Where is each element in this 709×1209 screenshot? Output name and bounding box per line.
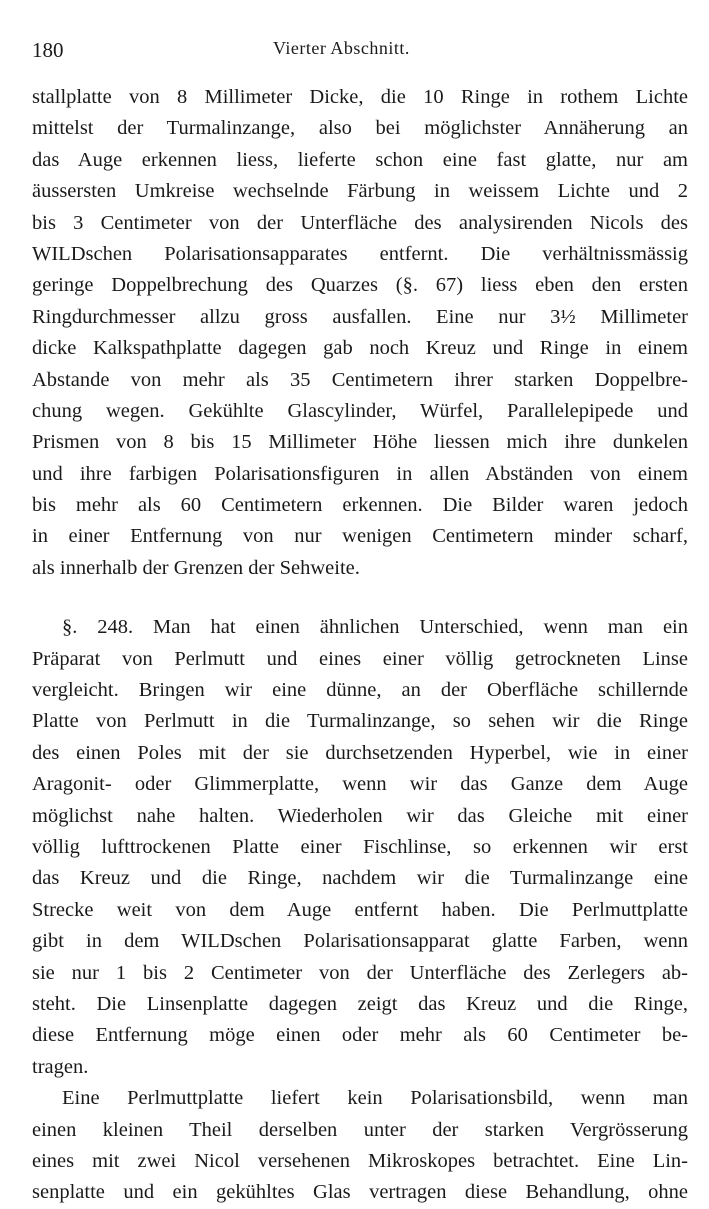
text-line: Platte von Perlmutt in die Turmalinzange, so sehen wir die Ringe	[32, 710, 688, 733]
text-line: bis 3 Centimeter von der Unterfläche des analysirenden Nicols des	[32, 211, 688, 234]
paragraph-gap	[32, 584, 688, 612]
text-line: dicke Kalkspathplatte dagegen gab noch Kreuz und Ringe in einem	[32, 337, 688, 360]
page-header	[32, 38, 692, 66]
text-line: möglichst nahe halten. Wiederholen wir das Gleiche mit einer	[32, 804, 688, 827]
text-line: einen kleinen Theil derselben unter der starken Vergrösserung	[32, 1118, 688, 1141]
text-line: mittelst der Turmalinzange, also bei möglichster Annäherung an	[32, 117, 688, 140]
text-line: tragen.	[32, 1055, 89, 1078]
text-line: Aragonit- oder Glimmerplatte, wenn wir das Ganze dem Auge	[32, 773, 688, 796]
text-line: und ihre farbigen Polarisationsfiguren in allen Abständen von einem	[32, 462, 688, 485]
text-line: bis mehr als 60 Centimetern erkennen. Die Bilder waren jedoch	[32, 494, 688, 517]
text-line: völlig lufttrockenen Platte einer Fischlinse, so erkennen wir erst	[32, 835, 688, 858]
text-line: das Kreuz und die Ringe, nachdem wir die Turmalinzange eine	[32, 867, 688, 890]
text-line: stallplatte von 8 Millimeter Dicke, die 10 Ringe in rothem Lichte	[32, 86, 688, 108]
text-line: Ringdurchmesser allzu gross ausfallen. Eine nur 3½ Millimeter	[32, 305, 688, 328]
text-line: sie nur 1 bis 2 Centimeter von der Unterfläche des Zerlegers ab-	[32, 961, 688, 984]
text-line: Präparat von Perlmutt und eines einer völlig getrockneten Linse	[32, 647, 688, 670]
text-line: gibt in dem WILDschen Polarisationsapparat glatte Farben, wenn	[32, 930, 688, 953]
text-line: steht. Die Linsenplatte dagegen zeigt das Kreuz und die Ringe,	[32, 992, 688, 1015]
text-line: äussersten Umkreise wechselnde Färbung in weissem Lichte und 2	[32, 180, 688, 203]
text-line: vergleicht. Bringen wir eine dünne, an der Oberfläche schillernde	[32, 679, 688, 702]
text-line: §. 248. Man hat einen ähnlichen Unterschied, wenn man ein	[62, 616, 688, 639]
text-line: des einen Poles mit der sie durchsetzenden Hyperbel, wie in einer	[32, 741, 688, 764]
text-line: WILDschen Polarisationsapparates entfernt. Die verhältnissmässig	[32, 242, 688, 265]
text-line: Abstande von mehr als 35 Centimetern ihrer starken Doppelbre-	[32, 368, 688, 391]
body-text	[32, 82, 688, 1209]
text-line: als innerhalb der Grenzen der Sehweite.	[32, 556, 360, 579]
text-line: diese Entfernung möge einen oder mehr als 60 Centimeter be-	[32, 1024, 688, 1047]
text-line: Strecke weit von dem Auge entfernt haben. Die Perlmuttplatte	[32, 898, 688, 921]
text-line: Eine Perlmuttplatte liefert kein Polarisationsbild, wenn man	[62, 1087, 688, 1110]
text-line: das Auge erkennen liess, lieferte schon eine fast glatte, nur am	[32, 148, 688, 171]
text-line: senplatte und ein gekühltes Glas vertragen diese Behandlung, ohne	[32, 1181, 688, 1204]
text-line: geringe Doppelbrechung des Quarzes (§. 67) liess eben den ersten	[32, 274, 688, 297]
text-line: eines mit zwei Nicol versehenen Mikroskopes betrachtet. Eine Lin-	[32, 1149, 688, 1172]
running-title: Vierter Abschnitt.	[273, 38, 410, 58]
text-line: chung wegen. Gekühlte Glascylinder, Würfel, Parallelepipede und	[32, 399, 688, 422]
text-line: in einer Entfernung von nur wenigen Centimetern minder scharf,	[32, 525, 688, 548]
text-line: Prismen von 8 bis 15 Millimeter Höhe liessen mich ihre dunkelen	[32, 431, 688, 454]
page-number: 180	[32, 38, 64, 62]
